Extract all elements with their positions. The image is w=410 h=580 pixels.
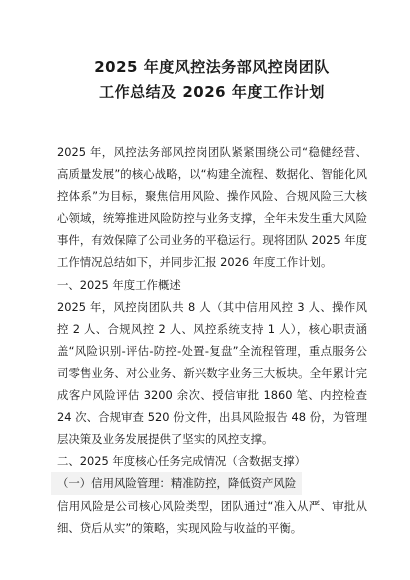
subsection1-paragraph: 信用风险是公司核心风险类型，团队通过“准入从严、审批从细、贷后从实”的策略，实现风险与收益的平衡。: [57, 498, 367, 535]
section1-heading: 一、2025 年度工作概述: [57, 277, 181, 292]
document-title-line2: 工作总结及 2026 年度工作计划: [99, 83, 325, 101]
intro-paragraph: 2025 年，风控法务部风控岗团队紧紧围绕公司“稳健经营、高质量发展”的核心战略，以“构建全流程、数据化、智能化风控体系”为目标，聚焦信用风险、操作风险、合规风险三大核心领域，统筹推进风险防控与业务支撑，全年未发生重大风险事件，有效保障了公司业务的平稳运行。现将团队 2025 年度工作情况总结如下，并同步汇报 2026 年度工作计划。: [57, 145, 367, 270]
section1-paragraph: 2025 年，风控岗团队共 8 人（其中信用风控 3 人、操作风控 2 人、合规风控 2 人、风控系统支持 1 人），核心职责涵盖“风险识别-评估-防控-处置-复盘”全流程管理，重点服务公司零售业务、对公业务、新兴数字业务三大板块。全年累计完成客户风险评估 3200 余次、授信审批 1860 笔、内控检查 24 次、合规审查 520 份文件，出具风险报告 48 份，为管理层决策及业务发展提供了坚实的风控支撑。: [57, 299, 367, 447]
section2-heading: 二、2025 年度核心任务完成情况（含数据支撑）: [57, 454, 307, 469]
document-title-line1: 2025 年度风控法务部风控岗团队: [94, 58, 330, 76]
subsection1-heading: （一）信用风险管理：精准防控，降低资产风险: [51, 472, 302, 494]
document-body: [57, 141, 367, 539]
